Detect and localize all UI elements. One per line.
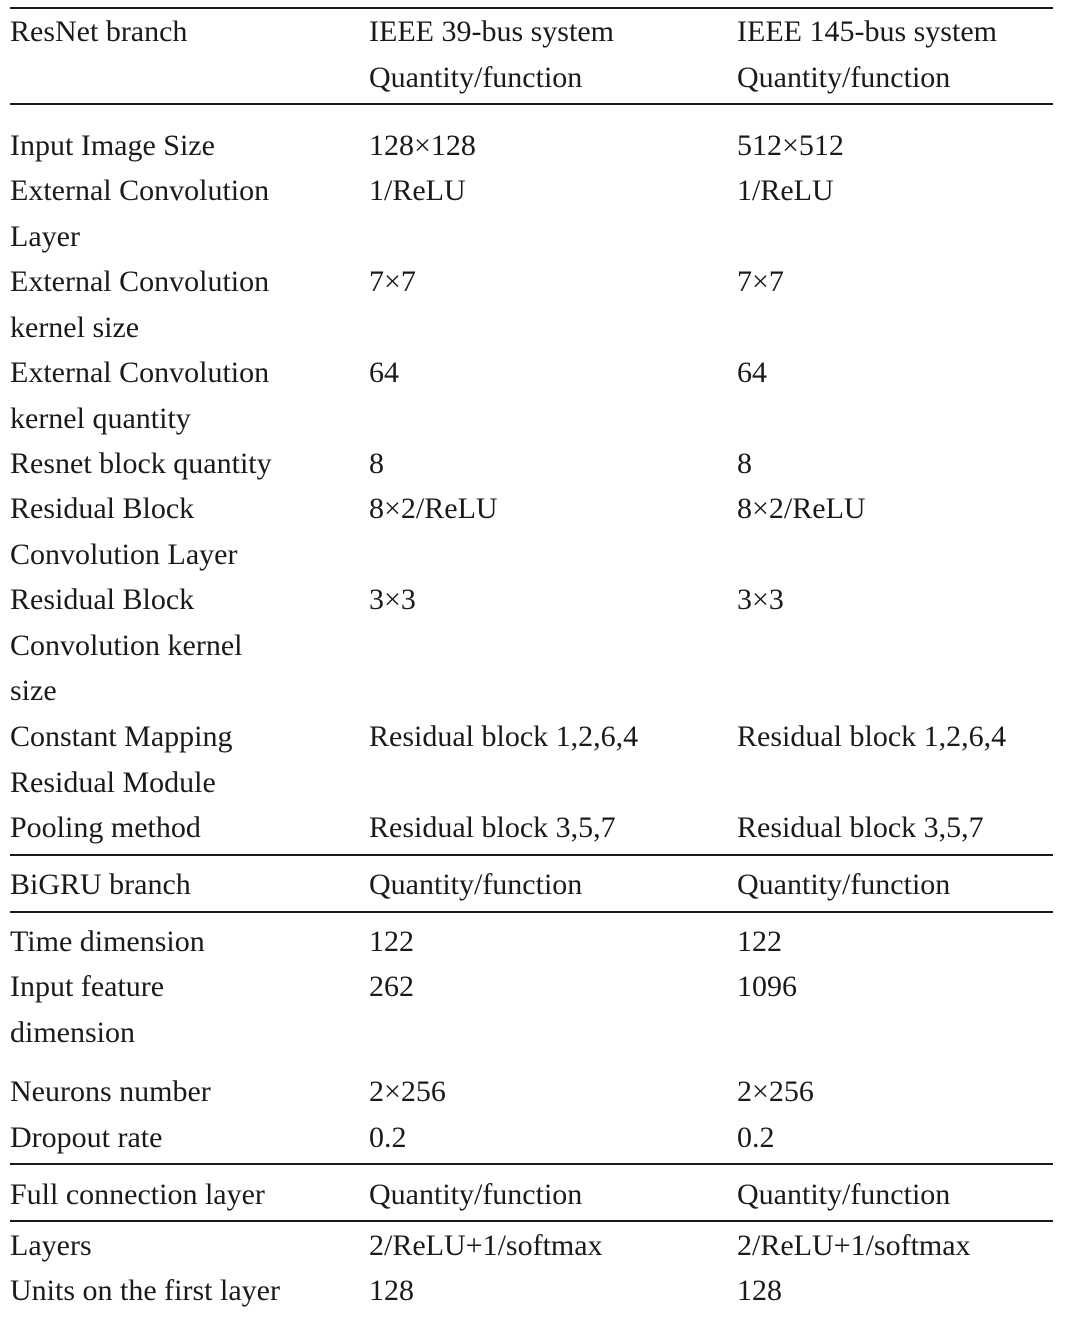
row-value-145: 2/ReLU+1/softmax bbox=[737, 1229, 971, 1262]
row-value-39: 262 bbox=[369, 970, 414, 1003]
row-label-units-first-layer: Units on the first layer bbox=[10, 1274, 280, 1307]
row-label-input-feature-dimension: Input feature dimension bbox=[10, 970, 165, 1049]
header-ieee39: IEEE 39-bus system Quantity/function bbox=[369, 15, 614, 94]
row-value-39: 8×2/ReLU bbox=[369, 492, 498, 525]
header-fc-39: Quantity/function bbox=[369, 1178, 583, 1211]
fc-top-rule bbox=[10, 1163, 1053, 1165]
row-value-145: 1/ReLU bbox=[737, 174, 834, 207]
row-value-145: Residual block 3,5,7 bbox=[737, 811, 984, 844]
row-value-39: Residual block 3,5,7 bbox=[369, 811, 616, 844]
row-value-145: Residual block 1,2,6,4 bbox=[737, 720, 1007, 753]
row-value-39: 128 bbox=[369, 1274, 414, 1307]
row-label-input-image-size: Input Image Size bbox=[10, 129, 215, 162]
header-bigru-145: Quantity/function bbox=[737, 868, 951, 901]
row-label-dropout-rate: Dropout rate bbox=[10, 1121, 163, 1154]
row-value-145: 7×7 bbox=[737, 265, 784, 298]
row-value-39: 64 bbox=[369, 356, 399, 389]
row-label-pooling-method: Pooling method bbox=[10, 811, 201, 844]
row-label-constant-mapping: Constant Mapping Residual Module bbox=[10, 720, 233, 799]
bigru-top-rule bbox=[10, 854, 1053, 856]
row-label-resnet-block-quantity: Resnet block quantity bbox=[10, 447, 272, 480]
row-value-39: 7×7 bbox=[369, 265, 416, 298]
row-value-39: 128×128 bbox=[369, 129, 476, 162]
row-value-145: 128 bbox=[737, 1274, 782, 1307]
row-label-residual-block-conv-layer: Residual Block Convolution Layer bbox=[10, 492, 238, 571]
row-value-145: 2×256 bbox=[737, 1075, 814, 1108]
row-value-39: 122 bbox=[369, 925, 414, 958]
row-value-145: 64 bbox=[737, 356, 767, 389]
row-label-neurons-number: Neurons number bbox=[10, 1075, 211, 1108]
resnet-header-rule bbox=[10, 103, 1053, 105]
row-label-layers: Layers bbox=[10, 1229, 92, 1262]
row-value-39: 2×256 bbox=[369, 1075, 446, 1108]
row-value-39: 2/ReLU+1/softmax bbox=[369, 1229, 603, 1262]
header-fc-145: Quantity/function bbox=[737, 1178, 951, 1211]
row-value-39: 3×3 bbox=[369, 583, 416, 616]
header-bigru-39: Quantity/function bbox=[369, 868, 583, 901]
row-label-external-conv-kernel-quantity: External Convolution kernel quantity bbox=[10, 356, 270, 435]
row-value-145: 512×512 bbox=[737, 129, 844, 162]
row-label-external-conv-kernel-size: External Convolution kernel size bbox=[10, 265, 270, 344]
row-value-39: 1/ReLU bbox=[369, 174, 466, 207]
row-value-145: 1096 bbox=[737, 970, 797, 1003]
row-value-145: 8 bbox=[737, 447, 752, 480]
fc-header-rule bbox=[10, 1220, 1053, 1222]
row-value-39: 8 bbox=[369, 447, 384, 480]
row-label-time-dimension: Time dimension bbox=[10, 925, 205, 958]
row-value-145: 3×3 bbox=[737, 583, 784, 616]
row-value-145: 8×2/ReLU bbox=[737, 492, 866, 525]
row-value-39: Residual block 1,2,6,4 bbox=[369, 720, 639, 753]
header-bigru-branch: BiGRU branch bbox=[10, 868, 191, 901]
row-value-39: 0.2 bbox=[369, 1121, 407, 1154]
row-value-145: 0.2 bbox=[737, 1121, 775, 1154]
header-ieee145: IEEE 145-bus system Quantity/function bbox=[737, 15, 997, 94]
header-full-connection: Full connection layer bbox=[10, 1178, 265, 1211]
row-label-residual-block-kernel-size: Residual Block Convolution kernel size bbox=[10, 583, 243, 707]
row-value-145: 122 bbox=[737, 925, 782, 958]
bigru-header-rule bbox=[10, 911, 1053, 913]
header-resnet-branch: ResNet branch bbox=[10, 15, 188, 48]
row-label-external-conv-layer: External Convolution Layer bbox=[10, 174, 270, 253]
